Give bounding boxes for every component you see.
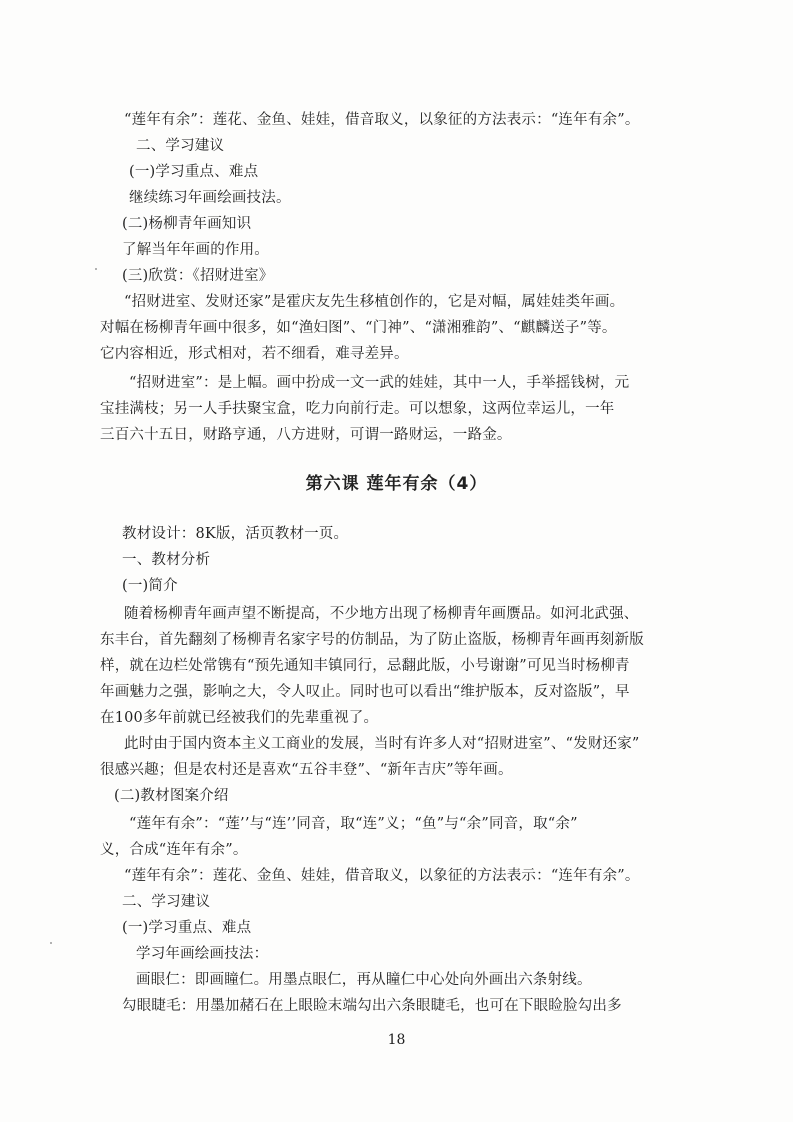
text-line: 了解当年年画的作用。 — [122, 242, 269, 258]
text-line: 画眼仁：即画瞳仁。用墨点眼仁，再从瞳仁中心处向外画出六条射线。 — [136, 972, 592, 988]
subsection-heading: (一)简介 — [122, 578, 178, 594]
text-line: “招财进室”：是上幅。画中扮成一文一武的娃娃，其中一人，手举摇钱树，元 — [129, 375, 630, 391]
subsection-heading: (一)学习重点、难点 — [129, 164, 259, 180]
text-line: “莲年有余”：莲花、金鱼、娃娃，借音取义，以象征的方法表示：“连年有余”。 — [124, 112, 640, 128]
text-line: 学习年画绘画技法： — [136, 946, 269, 962]
text-line: 随着杨柳青年画声望不断提高，不少地方出现了杨柳青年画赝品。如河北武强、 — [124, 606, 639, 622]
text-line: “莲年有余”：“莲’’与“连’’同音，取“连”义；“鱼”与“余”同音，取“余” — [129, 816, 578, 832]
text-line: 很感兴趣；但是农村还是喜欢“五谷丰登”、“新年吉庆”等年画。 — [100, 762, 513, 778]
text-line: 宝挂满枝；另一人手扶聚宝盒，吃力向前行走。可以想象，这两位幸运儿，一年 — [100, 401, 615, 417]
section-heading: 二、学习建议 — [136, 138, 225, 154]
subsection-heading: (二)杨柳青年画知识 — [122, 216, 252, 232]
text-line: 样，就在边栏处常镌有“预先通知丰镇同行，忌翻此版，小号谢谢”可见当时杨柳青 — [100, 658, 630, 674]
text-line: “招财进室、发财还家”是霍庆友先生移植创作的，它是对幅，属娃娃类年画。 — [124, 294, 625, 310]
section-heading: 一、教材分析 — [122, 552, 211, 568]
scan-speck — [50, 942, 52, 944]
scan-speck — [95, 268, 97, 270]
text-line: 教材设计：8K版，活页教材一页。 — [122, 526, 349, 542]
text-line: 年画魅力之强，影响之大，令人叹止。同时也可以看出“维护版本，反对盗版”，早 — [100, 684, 630, 700]
page-number: 18 — [387, 1032, 406, 1048]
text-line: 勾眼睫毛：用墨加赭石在上眼睑末端勾出六条眼睫毛，也可在下眼睑脸勾出多 — [122, 998, 622, 1014]
text-line: 义，合成“连年有余”。 — [100, 842, 248, 858]
subsection-heading: (一)学习重点、难点 — [122, 920, 252, 936]
lesson-title: 第六课 莲年有余（4） — [305, 474, 488, 494]
text-line: 三百六十五日，财路亨通，八方进财，可谓一路财运，一路金。 — [100, 427, 512, 443]
text-line: 此时由于国内资本主义工商业的发展，当时有许多人对“招财进室”、“发财还家” — [124, 736, 640, 752]
subsection-heading: (三)欣赏：《招财进室》 — [122, 268, 274, 284]
text-line: 继续练习年画绘画技法。 — [129, 190, 291, 206]
text-line: “莲年有余”：莲花、金鱼、娃娃，借音取义，以象征的方法表示：“连年有余”。 — [124, 868, 640, 884]
text-line: 在100多年前就已经被我们的先辈重视了。 — [100, 710, 379, 726]
text-line: 对幅在杨柳青年画中很多，如“渔妇图”、“门神”、“潇湘雅韵”、“麒麟送子”等。 — [100, 320, 617, 336]
subsection-heading: (二)教材图案介绍 — [114, 788, 229, 804]
text-line: 东丰台，首先翻刻了杨柳青名家字号的仿制品，为了防止盗版，杨柳青年画再刻新版 — [100, 632, 644, 648]
text-line: 它内容相近，形式相对，若不细看，难寻差异。 — [100, 346, 409, 362]
section-heading: 二、学习建议 — [122, 894, 211, 910]
